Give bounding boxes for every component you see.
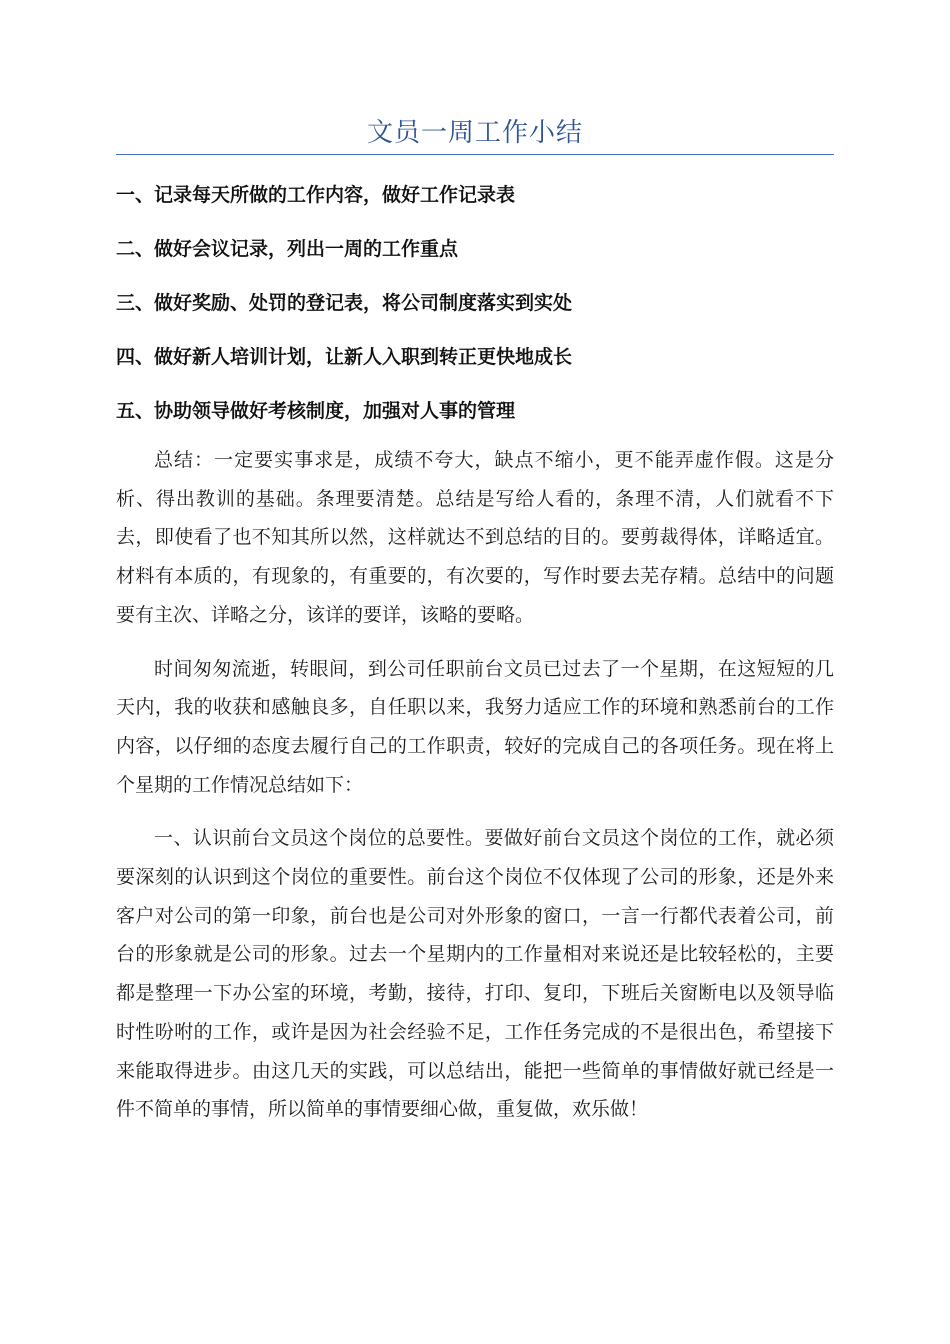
section-headings (116, 177, 834, 429)
summary-paragraph: 总结：一定要实事求是，成绩不夸大，缺点不缩小，更不能弄虚作假。这是分析、得出教训的基础。条理要清楚。总结是写给人看的，条理不清，人们就看不下去，即使看了也不知其所以然，这样就达不到总结的目的。要剪裁得体，详略适宜。材料有本质的，有现象的，有重要的，有次要的，写作时要去芜存精。总结中的问题要有主次、详略之分，该详的要详，该略的要略。 (116, 449, 834, 626)
title-underline (116, 154, 834, 155)
heading-5: 五、协助领导做好考核制度，加强对人事的管理 (116, 400, 516, 422)
intro-paragraph: 时间匆匆流逝，转眼间，到公司任职前台文员已过去了一个星期，在这短短的几天内，我的收获和感触良多，自任职以来，我努力适应工作的环境和熟悉前台的工作内容，以仔细的态度去履行自己的工作职责，较好的完成自己的各项任务。现在将上个星期的工作情况总结如下： (116, 657, 834, 796)
heading-1: 一、记录每天所做的工作内容，做好工作记录表 (116, 184, 516, 206)
document-title: 文员一周工作小结 (366, 118, 583, 148)
heading-2: 二、做好会议记录，列出一周的工作重点 (116, 238, 459, 260)
document-page (116, 0, 834, 1144)
heading-3: 三、做好奖励、处罚的登记表，将公司制度落实到实处 (116, 292, 573, 314)
section-one-paragraph: 一、认识前台文员这个岗位的总要性。要做好前台文员这个岗位的工作，就必须要深刻的认识到这个岗位的重要性。前台这个岗位不仅体现了公司的形象，还是外来客户对公司的第一印象，前台也是公司对外形象的窗口，一言一行都代表着公司，前台的形象就是公司的形象。过去一个星期内的工作量相对来说还是比较轻松的，主要都是整理一下办公室的环境，考勤，接待，打印、复印，下班后关窗断电以及领导临时性吩咐的工作，或许是因为社会经验不足，工作任务完成的不是很出色，希望接下来能取得进步。由这几天的实践，可以总结出，能把一些简单的事情做好就已经是一件不简单的事情，所以简单的事情要细心做，重复做，欢乐做！ (116, 827, 834, 1121)
heading-4: 四、做好新人培训计划，让新人入职到转正更快地成长 (116, 346, 573, 368)
